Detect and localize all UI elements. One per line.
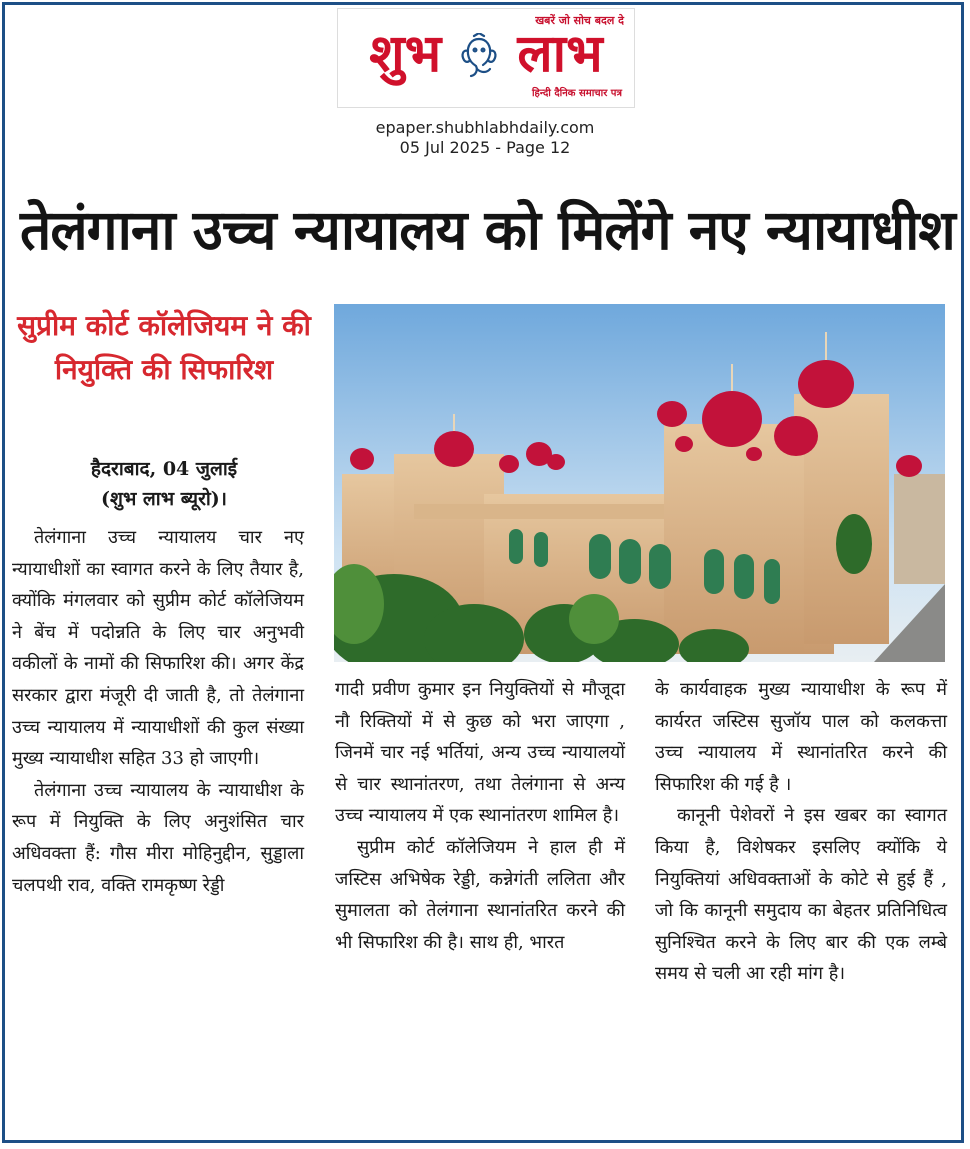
article-column-2	[335, 674, 625, 958]
masthead-name-left: शुभ	[369, 24, 442, 84]
ganesha-logo-icon	[459, 33, 499, 81]
column-3-paragraph-2: कानूनी पेशेवरों ने इस खबर का स्वागत किया है, विशेषकर इसलिए क्योंकि ये नियुक्तियां अधिवक्ताओं के कोटे से हुई हैं , जो कि कानूनी समुदाय का बेहतर प्रतिनिधित्व सुनिश्चित करने के लिए बार की एक लम्बे समय से चली आ रही मांग है।	[655, 805, 947, 985]
dateline-source: (शुभ लाभ ब्यूरो)।	[101, 488, 227, 510]
article-column-3	[655, 674, 947, 990]
high-court-photo	[334, 304, 945, 662]
epaper-url: epaper.shubhlabhdaily.com	[375, 118, 595, 137]
masthead-tagline: खबरें जो सोच बदल दे	[535, 14, 624, 27]
article-column-1	[12, 522, 304, 901]
masthead-subtitle: हिन्दी दैनिक समाचार पत्र	[531, 88, 622, 99]
column-2-paragraph-1: गादी प्रवीण कुमार इन नियुक्तियों से मौजूदा नौ रिक्तियों में से कुछ को भरा जाएगा , जिनमें चार नई भर्तियां, अन्य उच्च न्यायालयों से चार स्थानांतरण, तथा तेलंगाना से अन्य उच्च न्यायालय में एक स्थानांतरण शामिल है।	[335, 679, 625, 827]
article-subheadline: सुप्रीम कोर्ट कॉलेजियम ने की नियुक्ति की सिफारिश	[17, 309, 311, 386]
column-3-paragraph-1: के कार्यवाहक मुख्य न्यायाधीश के रूप में कार्यरत जस्टिस सुजॉय पाल को कलकत्ता उच्च न्यायालय में स्थानांतरित करने की सिफारिश की गई है ।	[655, 679, 947, 795]
column-1-paragraph-1: तेलंगाना उच्च न्यायालय चार नए न्यायाधीशों का स्वागत करने के लिए तैयार है, क्योंकि मंगलवार को सुप्रीम कोर्ट कॉलेजियम ने बेंच में पदोन्नति के लिए चार अनुभवी वकीलों के नामों की सिफारिश की। अगर केंद्र सरकार द्वारा मंजूरी दी जाती है, तो तेलंगाना उच्च न्यायालय में न्यायाधीशों की कुल संख्या मुख्य न्यायाधीश सहित 33 हो जाएगी।	[12, 527, 304, 770]
edition-date-page: 05 Jul 2025 - Page 12	[399, 138, 571, 157]
masthead-name	[338, 23, 634, 85]
column-2-paragraph-2: सुप्रीम कोर्ट कॉलेजियम ने हाल ही में जस्टिस अभिषेक रेड्डी, कन्नेगंती ललिता और सुमालता को तेलंगाना स्थानांतरित करने की भी सिफारिश की है। साथ ही, भारत	[335, 836, 625, 953]
masthead-logo	[337, 8, 635, 108]
article-dateline	[14, 454, 314, 514]
masthead-name-right: लाभ	[517, 24, 603, 84]
article-headline: तेलंगाना उच्च न्यायालय को मिलेंगे नए न्यायाधीश	[20, 198, 955, 262]
column-1-paragraph-2: तेलंगाना उच्च न्यायालय के न्यायाधीश के रूप में नियुक्ति के लिए अनुशंसित चार अधिवक्ता हैं: गौस मीरा मोहिनुद्दीन, सुड्डाला चलपथी राव, वक्ति रामकृष्ण रेड्डी	[12, 779, 304, 896]
dateline-place-date: हैदराबाद, 04 जुलाई	[90, 458, 238, 480]
